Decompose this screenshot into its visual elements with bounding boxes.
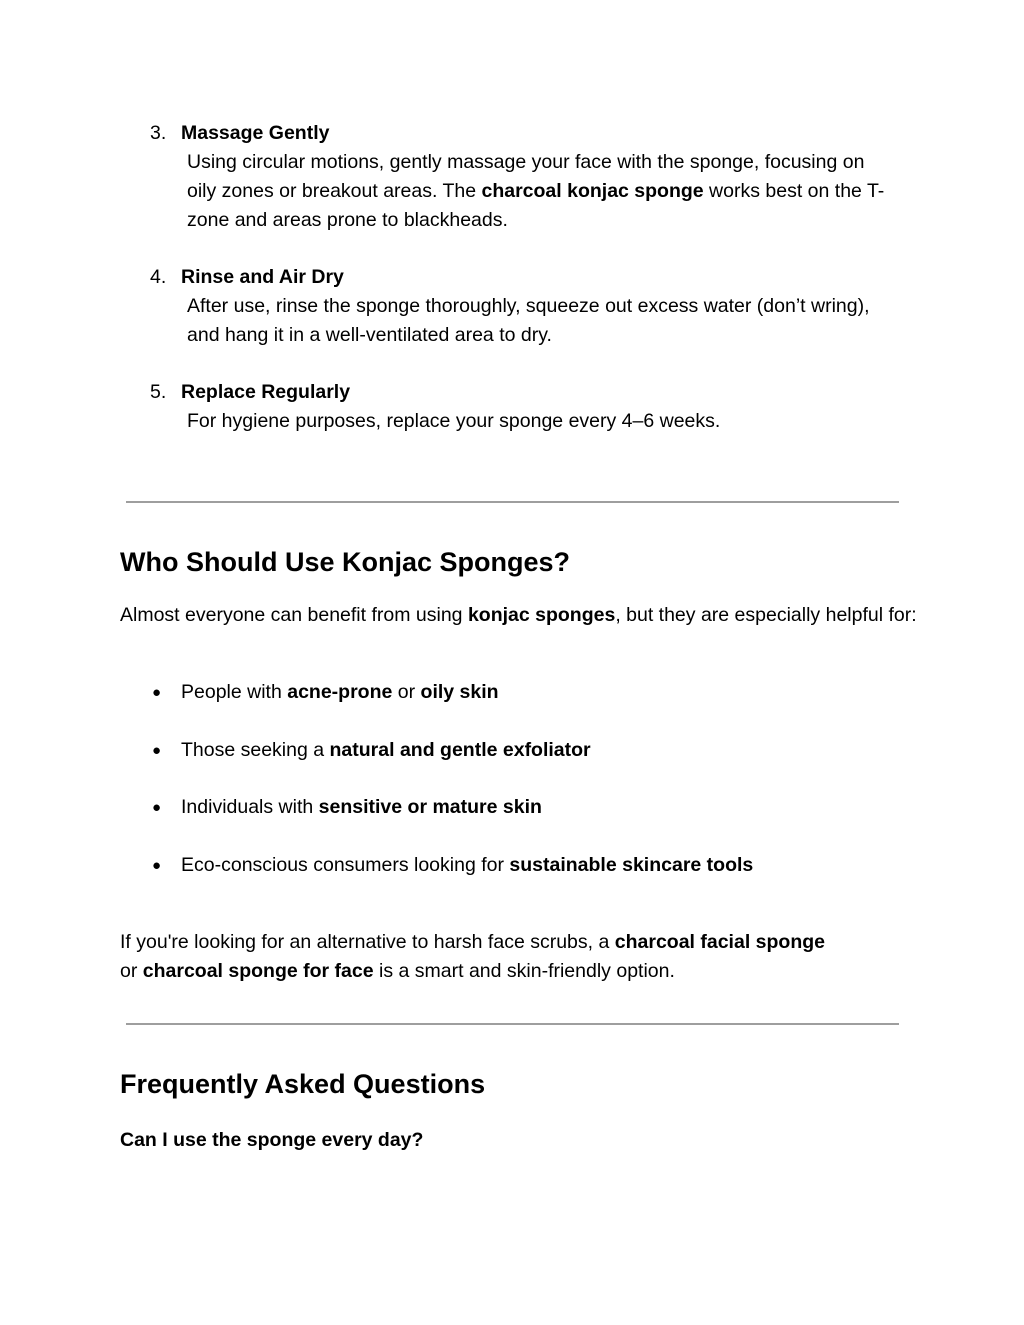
closing-text: is a smart and skin-friendly option. [373,960,675,982]
bullet-text: or [392,681,421,703]
step-title: Replace Regularly [181,381,351,403]
bullet-text: Individuals with [181,796,319,818]
bullet-bold: acne-prone [287,681,393,703]
list-item [150,851,890,880]
intro-bold: konjac sponges [467,604,616,626]
step-4 [150,263,890,350]
who-closing [120,928,840,986]
section-heading-who: Who Should Use Konjac Sponges? [120,547,571,577]
list-item [150,736,890,765]
step-5 [150,378,890,436]
bullet-text: Eco-conscious consumers looking for [181,854,510,876]
faq-question: Can I use the sponge every day? [120,1129,424,1151]
step-description: After use, rinse the sponge thoroughly, squeeze out excess water (don’t wring), and hang it in a well-ventilated area to dry. [187,295,870,346]
closing-bold: charcoal facial sponge [614,931,825,953]
closing-text: or [120,960,143,982]
step-description: For hygiene purposes, replace your sponge every 4–6 weeks. [187,410,721,432]
step-desc-text: Using circular motions, gently massage your face with the sponge, focusing on oily zones or breakout areas. The [187,151,865,202]
step-number: 5. [150,381,167,403]
list-item [150,678,890,707]
list-item [150,793,890,822]
step-title: Massage Gently [181,122,330,144]
intro-text: Almost everyone can benefit from using [120,604,468,626]
bullet-icon: ● [152,857,162,874]
step-description [181,148,890,235]
intro-text: , but they are especially helpful for: [615,604,917,626]
bullet-bold: natural and gentle exfoliator [329,739,591,761]
bullet-icon: ● [152,684,162,701]
who-intro [120,601,920,630]
bullet-bold: sensitive or mature skin [318,796,542,818]
step-title: Rinse and Air Dry [181,266,344,288]
step-desc-bold: charcoal konjac sponge [481,180,704,202]
section-heading-faq: Frequently Asked Questions [120,1069,486,1099]
step-desc-text: works best on the T-zone and areas prone to blackheads. [187,180,885,231]
step-3 [150,119,890,235]
closing-text: If you're looking for an alternative to harsh face scrubs, a [120,931,615,953]
closing-bold: charcoal sponge for face [142,960,374,982]
bullet-text: Those seeking a [181,739,330,761]
bullet-bold: oily skin [420,681,499,703]
step-number: 4. [150,266,167,288]
bullet-bold: sustainable skincare tools [509,854,754,876]
bullet-icon: ● [152,799,162,816]
step-number: 3. [150,122,167,144]
section-divider [126,1023,899,1025]
bullet-icon: ● [152,742,162,759]
bullet-text: People with [181,681,288,703]
section-divider [126,501,899,503]
